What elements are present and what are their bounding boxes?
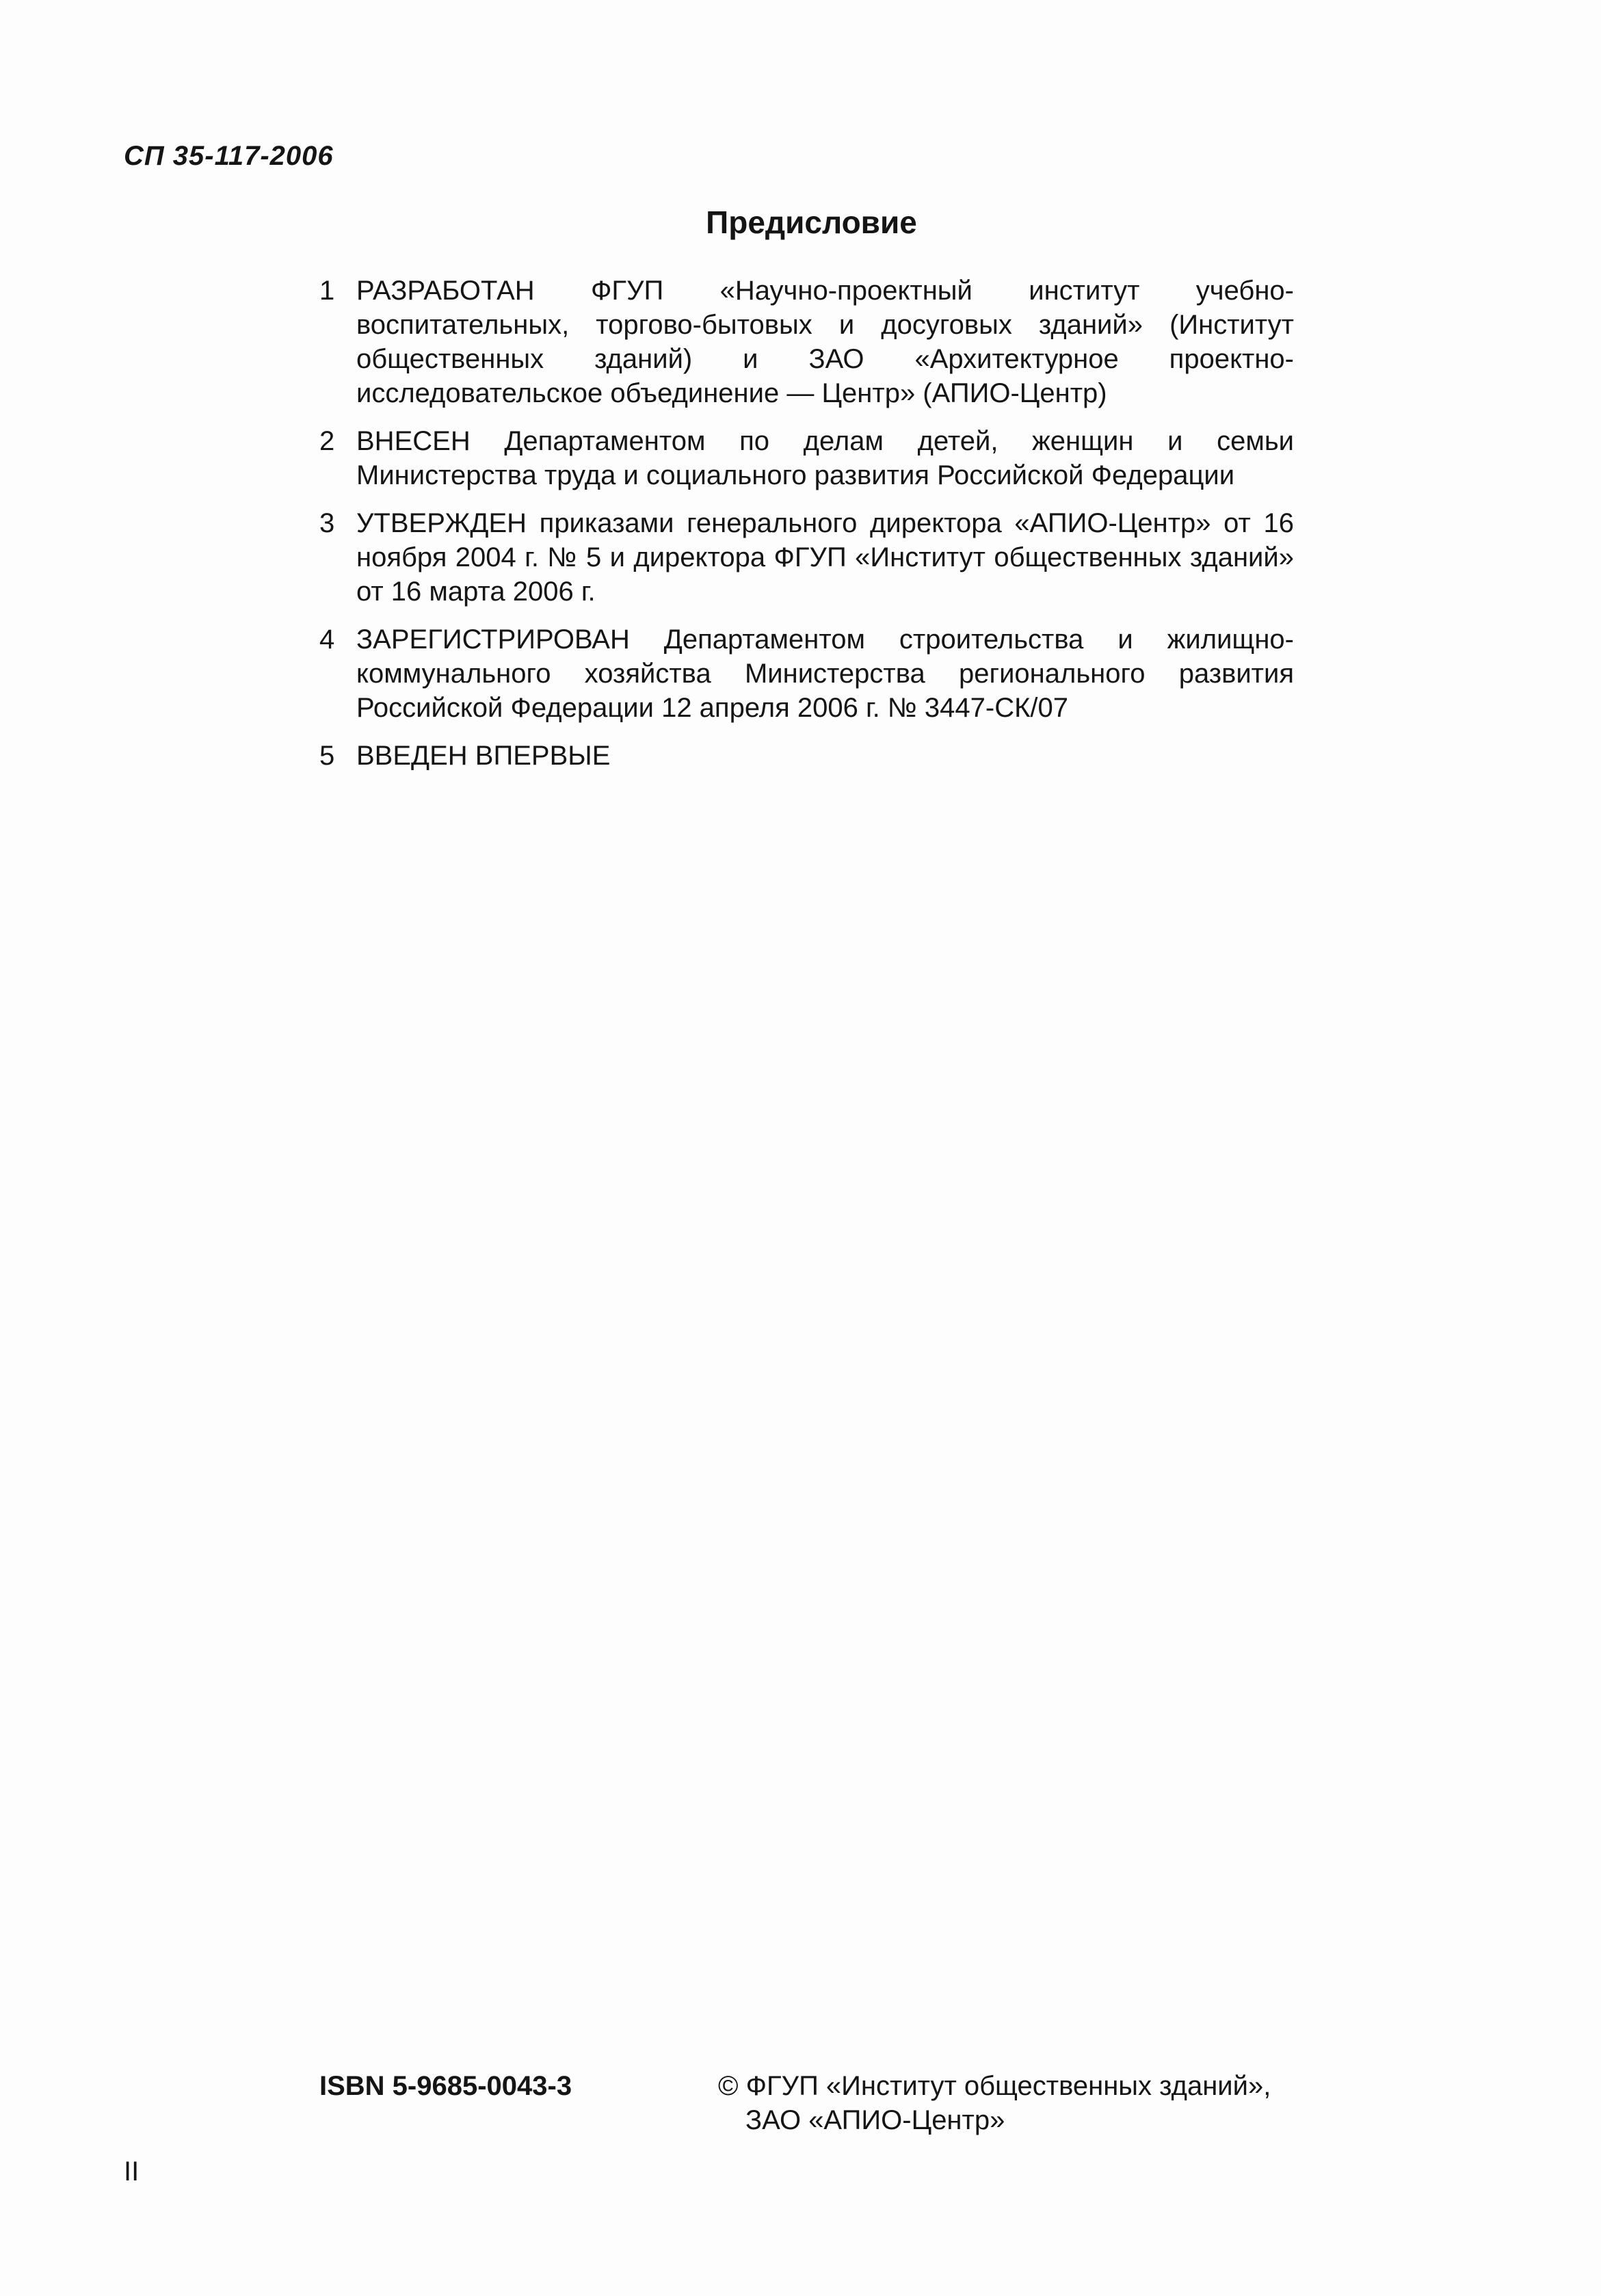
document-code: СП 35-117-2006 bbox=[124, 141, 334, 171]
preface-item bbox=[319, 274, 1294, 410]
preface-item-text: РАЗРАБОТАН ФГУП «Научно-проектный институт учебно-воспитательных, торгово-бытовых и досуговых зданий» (Институт общественных зданий) и ЗАО «Архитектурное проектно-исследовательское объединение — Центр» (АПИО-Центр) bbox=[356, 276, 1294, 408]
preface-item-text: ЗАРЕГИСТРИРОВАН Департаментом строительства и жилищно-коммунального хозяйства Министерства регионального развития Российской Федерации 12 апреля 2006 г. № 3447-СК/07 bbox=[356, 624, 1294, 723]
preface-heading bbox=[0, 204, 1601, 241]
page-number: II bbox=[124, 2156, 140, 2187]
preface-item-number: 2 bbox=[319, 426, 335, 456]
preface-item bbox=[319, 506, 1294, 609]
preface-item-number: 3 bbox=[319, 508, 335, 538]
preface-title: Предисловие bbox=[706, 204, 917, 240]
preface-item-number: 5 bbox=[319, 741, 335, 771]
preface-item bbox=[319, 622, 1294, 725]
preface-item bbox=[319, 424, 1294, 492]
copyright-line-2: ЗАО «АПИО-Центр» bbox=[745, 2105, 1005, 2135]
copyright-line-1: © ФГУП «Институт общественных зданий», bbox=[718, 2071, 1271, 2101]
preface-item bbox=[319, 739, 1294, 773]
isbn: ISBN 5-9685-0043-3 bbox=[319, 2071, 572, 2101]
preface-item-number: 1 bbox=[319, 276, 335, 306]
preface-list bbox=[319, 274, 1294, 787]
preface-item-text: УТВЕРЖДЕН приказами генерального директора «АПИО-Центр» от 16 ноября 2004 г. № 5 и директора ФГУП «Институт общественных зданий» от 16 марта 2006 г. bbox=[356, 508, 1294, 607]
preface-item-number: 4 bbox=[319, 624, 335, 655]
preface-item-text: ВНЕСЕН Департаментом по делам детей, женщин и семьи Министерства труда и социального развития Российской Федерации bbox=[356, 426, 1294, 490]
copyright bbox=[718, 2069, 1271, 2137]
preface-item-text: ВВЕДЕН ВПЕРВЫЕ bbox=[356, 741, 611, 771]
